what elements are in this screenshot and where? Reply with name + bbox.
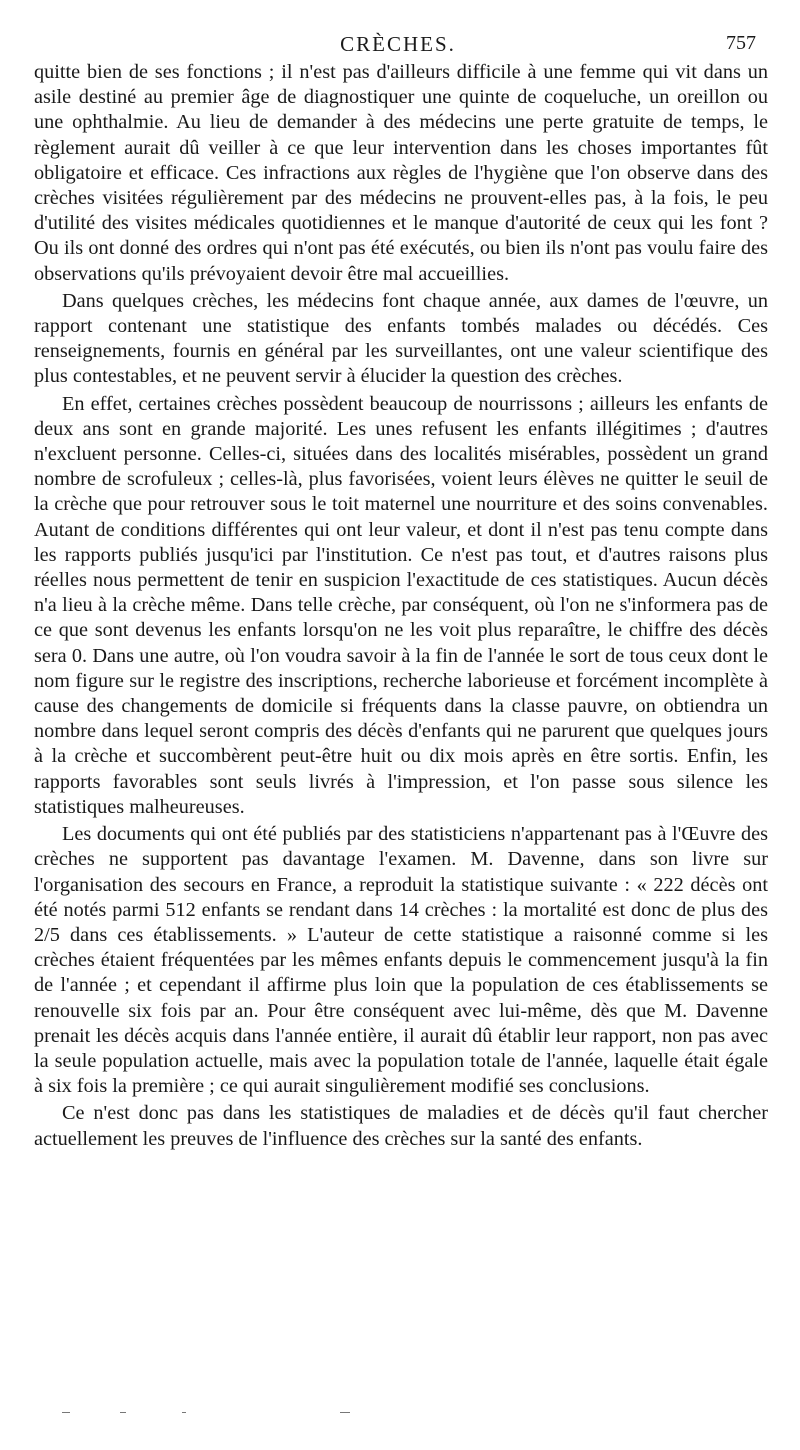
print-artifacts [60,1412,360,1418]
paragraph: Ce n'est donc pas dans les statistiques de maladies et de décès qu'il faut chercher actuellement les preuves de l'influence des crèches sur la santé des enfants. [34,1102,768,1150]
running-title: CRÈCHES. [340,32,456,56]
body-text [34,60,768,1152]
page-header [34,28,762,58]
print-speck [120,1412,126,1413]
print-speck [340,1412,350,1413]
print-speck [182,1412,186,1413]
paragraph: Dans quelques crèches, les médecins font chaque année, aux dames de l'œuvre, un rapport contenant une statistique des enfants tombés malades ou décédés. Ces renseignements, fournis en général par les surveillantes, ont une valeur scientifique des plus contestables, et ne peuvent servir à élucider la question des crèches. [34,289,768,388]
print-speck [62,1412,70,1413]
page-number: 757 [726,32,756,54]
paragraph-continued: quitte bien de ses fonctions ; il n'est pas d'ailleurs difficile à une femme qui vit dans un asile destiné au premier âge de diagnostiquer une quinte de coqueluche, un oreillon ou une ophthalmie. Au lieu de demander à des médecins une perte gratuite de temps, le règlement aurait dû veiller à ce que leur intervention dans les choses importantes fût obligatoire et efficace. Ces infractions aux règles de l'hygiène que l'on observe dans des crèches visitées régulièrement par des médecins ne prouvent-elles pas, à la fois, le peu d'utilité des visites médicales quotidiennes et le manque d'autorité de ceux qui les font ? Ou ils ont donné des ordres qui n'ont pas été exécutés, ou bien ils n'ont pas voulu faire des observations qu'ils prévoyaient devoir être mal accueillies. [34,61,768,285]
paragraph: Les documents qui ont été publiés par des statisticiens n'appartenant pas à l'Œuvre des crèches ne supportent pas davantage l'examen. M. Davenne, dans son livre sur l'organisation des secours en France, a reproduit la statistique suivante : « 222 décès ont été notés parmi 512 enfants se rendant dans 14 crèches : la mortalité est donc de plus des 2/5 dans ces établissements. » L'auteur de cette statistique a raisonné comme si les crèches étaient fréquentées par les mêmes enfants depuis le commencement jusqu'à la fin de l'année ; et cependant il affirme plus loin que la population de ces établissements se renouvelle six fois par an. Pour être conséquent avec lui-même, dès que M. Davenne prenait les décès acquis dans l'année entière, il aurait dû établir leur rapport, non pas avec la seule population actuelle, mais avec la population totale de l'année, laquelle était égale à six fois la première ; ce qui aurait singulièrement modifié ses conclusions. [34,823,768,1098]
paragraph: En effet, certaines crèches possèdent beaucoup de nourrissons ; ailleurs les enfants de deux ans sont en grande majorité. Les unes refusent les enfants illégitimes ; d'autres n'excluent personne. Celles-ci, situées dans des localités misérables, possèdent un grand nombre de scrofuleux ; celles-là, plus favorisées, voient leurs élèves ne quitter le seuil de la crèche que pour retrouver sous le toit maternel une nourriture et des soins convenables. Autant de conditions différentes qui ont leur valeur, et dont il n'est pas tenu compte dans les rapports publiés jusqu'ici par l'institution. Ce n'est pas tout, et d'autres raisons plus réelles nous permettent de tenir en suspicion l'exactitude de ces statistiques. Aucun décès n'a lieu à la crèche même. Dans telle crèche, par conséquent, où l'on ne s'informera pas de ce que sont devenus les enfants lorsqu'on ne les voit plus reparaître, le chiffre des décès sera 0. Dans une autre, où l'on voudra savoir à la fin de l'année le sort de tous ceux dont le nom figure sur le registre des inscriptions, recherche laborieuse et forcément incomplète à cause des changements de domicile si fréquents dans la classe pauvre, on obtiendra un nombre dans lequel seront compris des décès d'enfants qui ne parurent que quelques jours à la crèche et succombèrent peut-être huit ou dix mois après en être sortis. Enfin, les rapports favorables sont seuls livrés à l'impression, et l'on passe sous silence les statistiques malheureuses. [34,392,768,818]
